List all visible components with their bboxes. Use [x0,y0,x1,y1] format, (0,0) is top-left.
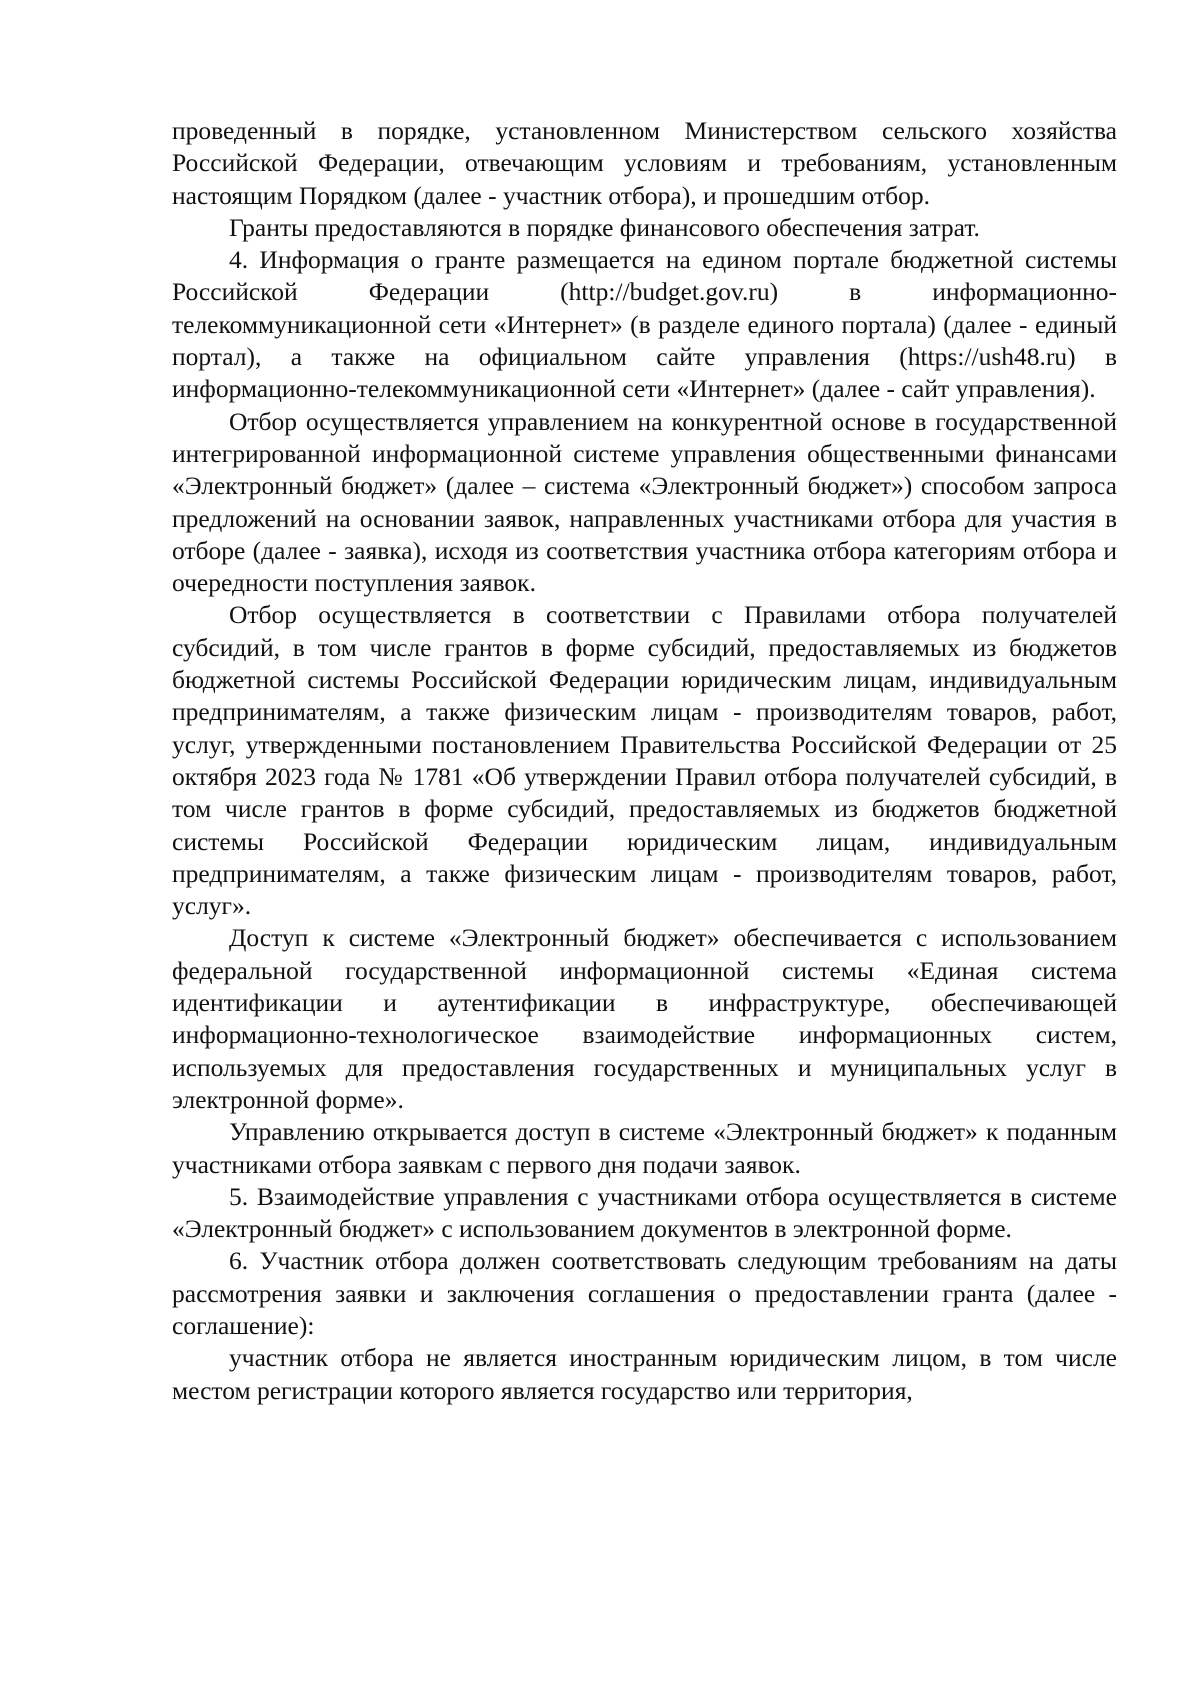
paragraph-system-access: Доступ к системе «Электронный бюджет» обеспечивается с использованием федеральной государственной информационной системы «Единая система идентификации и аутентификации в инфраструктуре, обеспечивающей информационно-технологическое взаимодействие информационных систем, используемых для предоставления государственных и муниципальных услуг в электронной форме». [172,923,1117,1114]
paragraph-item-5: 5. Взаимодействие управления с участниками отбора осуществляется в системе «Электронный бюджет» с использованием документов в электронной форме. [172,1181,1117,1244]
paragraph-selection-procedure: Отбор осуществляется управлением на конкурентной основе в государственной интегрированной информационной системе управления общественными финансами «Электронный бюджет» (далее – система «Электронный бюджет») способом запроса предложений на основании заявок, направленных участниками отбора для участия в отборе (далее - заявка), исходя из соответствия участника отбора категориям отбора и очередности поступления заявок. [172,406,1117,598]
paragraph-continuation: проведенный в порядке, установленном Министерством сельского хозяйства Российской Федерации, отвечающим условиям и требованиям, установленным настоящим Порядком (далее - участник отбора), и прошедшим отбор. [172,116,1117,210]
document-page [172,115,1117,1407]
paragraph-selection-rules: Отбор осуществляется в соответствии с Правилами отбора получателей субсидий, в том числе грантов в форме субсидий, предоставляемых из бюджетов бюджетной системы Российской Федерации юридическим лицам, индивидуальным предпринимателям, а также физическим лицам - производителям товаров, работ, услуг, утвержденными постановлением Правительства Российской Федерации от 25 октября 2023 года № 1781 «Об утверждении Правил отбора получателей субсидий, в том числе грантов в форме субсидий, предоставляемых из бюджетов бюджетной системы Российской Федерации юридическим лицам, индивидуальным предпринимателям, а также физическим лицам - производителям товаров, работ, услуг». [172,600,1117,921]
paragraph-grants-financing: Гранты предоставляются в порядке финансового обеспечения затрат. [229,212,980,242]
paragraph-management-access: Управлению открывается доступ в системе «Электронный бюджет» к поданным участниками отбора заявкам с первого дня подачи заявок. [172,1117,1117,1179]
paragraph-item-4: 4. Информация о гранте размещается на едином портале бюджетной системы Российской Федерации (http://budget.gov.ru) в информационно-телекоммуникационной сети «Интернет» (в разделе единого портала) (далее - единый портал), а также на официальном сайте управления (https://ush48.ru) в информационно-телекоммуникационной сети «Интернет» (далее - сайт управления). [172,245,1117,404]
paragraph-requirement-foreign-entity: участник отбора не является иностранным юридическим лицом, в том числе местом регистрации которого является государство или территория, [172,1343,1117,1405]
paragraph-item-6: 6. Участник отбора должен соответствовать следующим требованиям на даты рассмотрения заявки и заключения соглашения о предоставлении гранта (далее - соглашение): [172,1246,1117,1340]
